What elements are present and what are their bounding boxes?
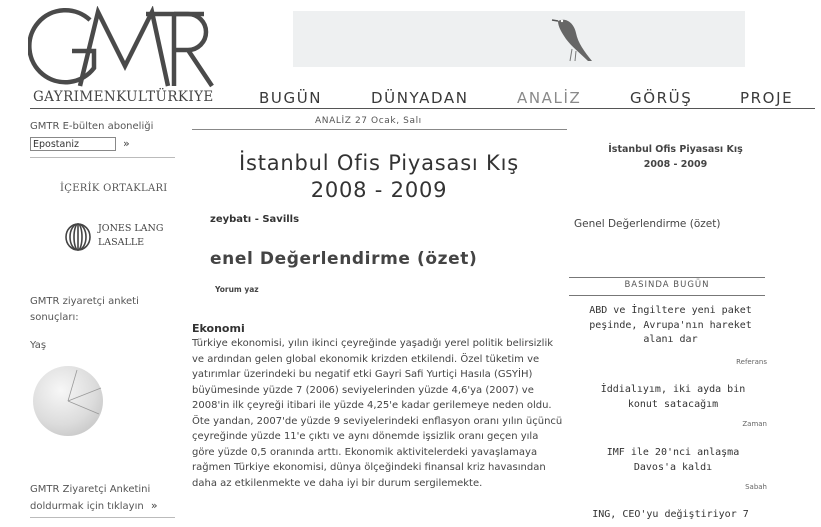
survey-link-line1[interactable]: GMTR Ziyaretçi Anketini <box>30 484 151 495</box>
nav-bugun[interactable]: BUGÜN <box>259 89 323 107</box>
article-author: zeybatı - Savills <box>210 214 300 225</box>
jll-mark-icon <box>64 222 92 252</box>
nav-dunyadan[interactable]: DÜNYADAN <box>371 89 469 107</box>
article-top-divider <box>192 129 567 130</box>
related-title-line1[interactable]: İstanbul Ofis Piyasası Kış <box>608 144 743 155</box>
nav-gorus[interactable]: GÖRÜŞ <box>630 89 693 107</box>
survey-link-text[interactable]: doldurmak için tıklayın <box>30 501 144 512</box>
press-bottom-divider <box>569 295 765 296</box>
survey-link-arrows[interactable]: » <box>150 499 158 512</box>
news-item-title[interactable]: IMF ile 20'nci anlaşma Davos'a kaldı <box>606 447 740 473</box>
summary-link[interactable]: Genel Değerlendirme (özet) <box>574 218 721 230</box>
survey-results-label: GMTR ziyaretçi anketi sonuçları: <box>30 296 139 323</box>
jll-line2: LASALLE <box>98 237 145 248</box>
news-item-title[interactable]: ING, CEO'yu değiştiriyor 7 <box>592 509 749 520</box>
age-pie-chart <box>33 366 103 436</box>
header-divider <box>30 108 815 109</box>
gmtr-logo[interactable] <box>28 6 218 88</box>
related-title-line2[interactable]: 2008 - 2009 <box>643 159 708 170</box>
pie-slices-icon <box>33 366 103 436</box>
news-item-title[interactable]: İddialıyım, iki ayda bin konut satacağım <box>600 384 746 410</box>
news-item-title[interactable]: ABD ve İngiltere yeni paket peşinde, Avrupa'nın hareket alanı dar <box>589 305 752 345</box>
article-meta: ANALİZ 27 Ocak, Salı <box>315 116 422 126</box>
newsletter-submit-button[interactable]: » <box>123 137 130 150</box>
article-body: Türkiye ekonomisi, yılın ikinci çeyreğinde yaşadığı yerel politik belirsizlik ve ardından gelen global ekonomik krizden etkilendi. Özel tüketim ve yatırımlar üzerindeki bu negatif etki Gayri Safi Yurtiçi Hasıla (GSYİH) büyümesinde yüzde 7 (2006) seviyelerinden yüzde 4,6'ya (2007) ve 2008'in ilk çeyreği itibari ile yüzde 4,25'e kadar gerilemeye neden oldu. Öte yandan, 2007'de yüzde 9 seviyelerindeki enflasyon oranı yılın üçüncü çeyreğinde yüzde 11'e çıktı ve aynı dönemde işsizlik oranı geçen yıla göre yüzde 0,5 oranında arttı. Ekonomik aktivitelerdeki yavaşlamaya rağmen Türkiye ekonomisi, dünya ölçeğindeki finansal kriz havasından daha az etkilenmekte ve daha iyi bir durum sergilemekte. <box>192 338 563 489</box>
left-bottom-divider <box>30 517 175 518</box>
news-item-source: Sabah <box>745 483 767 491</box>
jll-line1: JONES LANG <box>98 223 164 234</box>
newsletter-label: GMTR E-bülten aboneliği <box>30 121 154 132</box>
survey-link-line2[interactable] <box>30 499 158 512</box>
partners-heading: İÇERİK ORTAKLARI <box>60 183 168 194</box>
banner-ad[interactable] <box>293 11 745 67</box>
bird-icon <box>293 11 745 67</box>
article-title: İstanbul Ofis Piyasası Kış 2008 - 2009 <box>238 151 519 202</box>
nav-analiz[interactable]: ANALİZ <box>517 89 582 107</box>
news-item-source: Referans <box>736 358 767 366</box>
press-top-divider <box>569 277 765 278</box>
jll-logo[interactable] <box>64 220 174 254</box>
related-title[interactable] <box>578 142 773 172</box>
age-label: Yaş <box>30 340 47 351</box>
press-heading: BASINDA BUGÜN <box>624 280 710 290</box>
economy-heading: Ekonomi <box>192 322 245 335</box>
nav-proje[interactable]: PROJE <box>740 89 794 107</box>
comment-link[interactable]: Yorum yaz <box>215 285 259 294</box>
section-title: enel Değerlendirme (özet) <box>210 249 478 269</box>
site-name: GAYRIMENKULTÜRKIYE <box>33 89 214 105</box>
email-input[interactable] <box>30 137 116 151</box>
news-item-source: Zaman <box>742 420 767 428</box>
left-divider <box>30 157 175 158</box>
